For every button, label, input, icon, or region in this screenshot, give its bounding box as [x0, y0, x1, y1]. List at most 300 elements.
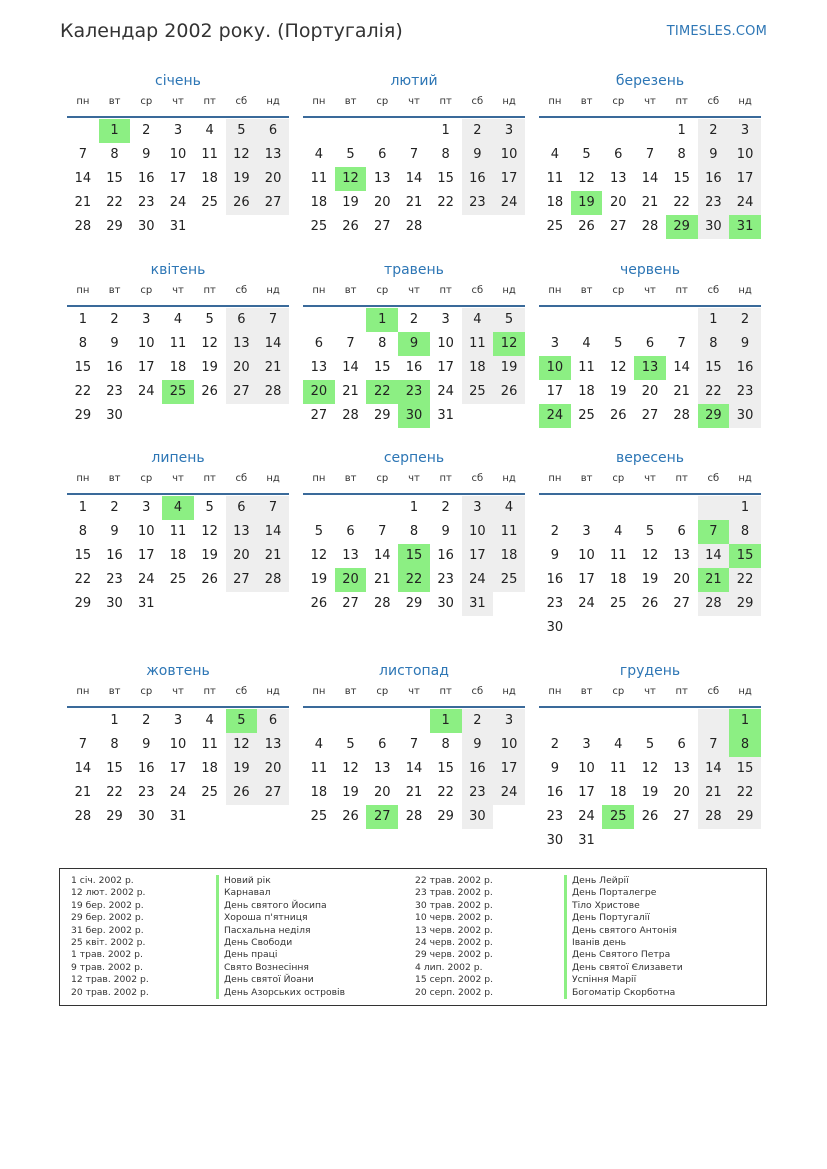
day-cell: 30	[106, 408, 123, 423]
holiday-list	[59, 868, 767, 1006]
week-row	[303, 380, 525, 404]
day-cell: 16	[546, 572, 564, 587]
holiday-date: 10 черв. 2002 р.	[415, 912, 493, 924]
day-cell: 24	[169, 785, 187, 800]
empty-cell	[729, 829, 761, 853]
weekday-label: сб	[235, 96, 248, 107]
holiday-day-cell: 23	[398, 380, 430, 404]
day-cell: 5	[614, 336, 623, 351]
day-cell: 2	[409, 312, 419, 327]
weekday-header	[539, 474, 761, 493]
weekday-label: сб	[471, 686, 484, 697]
week-row	[67, 757, 289, 781]
day-cell: 29	[405, 596, 423, 611]
weekday-label: ср	[376, 285, 389, 296]
weekday-label: сб	[471, 473, 484, 484]
day-cell: 24	[578, 809, 595, 824]
empty-cell	[602, 308, 634, 332]
month-block	[303, 449, 525, 616]
header-rule	[67, 706, 289, 708]
day-cell: 17	[578, 785, 595, 800]
day-cell: 28	[74, 809, 92, 824]
weekend-day-cell: 5	[226, 119, 258, 143]
day-cell: 26	[641, 809, 659, 824]
header-rule	[303, 305, 525, 307]
day-cell: 16	[137, 761, 155, 776]
weekend-day-cell: 27	[226, 568, 258, 592]
empty-cell	[602, 119, 634, 143]
day-cell: 8	[78, 336, 87, 351]
day-cell: 3	[582, 737, 591, 752]
day-cell: 2	[550, 737, 559, 752]
day-cell: 14	[342, 360, 359, 375]
day-cell: 26	[342, 809, 359, 824]
day-cell: 7	[409, 147, 419, 162]
empty-cell	[666, 616, 698, 640]
day-cell: 31	[137, 596, 155, 611]
day-cell: 25	[546, 219, 564, 234]
holiday-name: День святої Йоани	[216, 974, 345, 986]
weekend-day-cell: 3	[493, 119, 525, 143]
weekday-label: нд	[738, 686, 752, 697]
weekend-day-cell: 9	[729, 332, 761, 356]
day-cell: 22	[437, 195, 454, 210]
weekend-day-cell: 26	[226, 191, 258, 215]
weekday-label: ср	[140, 686, 153, 697]
day-cell: 4	[314, 737, 323, 752]
weekend-day-cell: 14	[698, 757, 730, 781]
empty-cell	[602, 829, 634, 853]
holiday-day-cell: 27	[366, 805, 398, 829]
day-cell: 17	[169, 171, 187, 186]
day-cell: 12	[342, 761, 359, 776]
weekday-label: пт	[675, 473, 688, 484]
weekend-day-cell: 21	[698, 781, 730, 805]
day-cell: 23	[106, 384, 123, 399]
day-cell: 11	[609, 548, 627, 563]
day-cell: 8	[78, 524, 87, 539]
weekday-label: вт	[580, 473, 593, 484]
month-block	[303, 662, 525, 829]
header-rule	[67, 305, 289, 307]
weekend-day-cell: 28	[257, 380, 289, 404]
empty-cell	[257, 592, 289, 616]
day-cell: 3	[441, 312, 450, 327]
day-cell: 3	[142, 312, 151, 327]
month-name: березень	[615, 73, 685, 89]
day-cell: 15	[106, 761, 123, 776]
weekend-day-cell: 22	[729, 781, 761, 805]
weekday-label: пт	[439, 686, 452, 697]
empty-cell	[194, 592, 226, 616]
holiday-name: День Португалії	[564, 912, 683, 924]
empty-cell	[634, 119, 666, 143]
week-row	[539, 829, 761, 853]
weekend-day-cell: 17	[493, 167, 525, 191]
day-cell: 4	[614, 737, 623, 752]
weekday-label: нд	[738, 96, 752, 107]
weekend-day-cell: 24	[729, 191, 761, 215]
empty-cell	[257, 215, 289, 239]
weekday-label: ср	[376, 96, 389, 107]
day-cell: 25	[609, 596, 627, 611]
holiday-day-cell: 19	[571, 191, 603, 215]
empty-cell	[539, 308, 571, 332]
holiday-name: Новий рік	[216, 875, 345, 887]
holiday-name: Карнавал	[216, 887, 345, 899]
week-row	[67, 496, 289, 520]
day-cell: 13	[673, 761, 690, 776]
weekday-label: ср	[612, 686, 625, 697]
empty-cell	[602, 496, 634, 520]
weekend-day-cell: 7	[698, 733, 730, 757]
week-row	[303, 733, 525, 757]
weekend-day-cell: 9	[462, 143, 494, 167]
weekend-day-cell: 29	[729, 592, 761, 616]
month-name: лютий	[390, 73, 438, 89]
day-cell: 21	[74, 195, 92, 210]
month-name: січень	[155, 73, 201, 89]
weekday-label: сб	[707, 285, 720, 296]
day-cell: 26	[641, 596, 659, 611]
holiday-date: 29 черв. 2002 р.	[415, 949, 493, 961]
day-cell: 23	[546, 809, 564, 824]
holiday-day-cell: 22	[398, 568, 430, 592]
day-cell: 4	[314, 147, 323, 162]
weekday-header	[539, 97, 761, 116]
week-row	[303, 592, 525, 616]
day-cell: 20	[641, 384, 659, 399]
week-row	[303, 119, 525, 143]
day-cell: 19	[641, 572, 659, 587]
day-cell: 7	[409, 737, 419, 752]
holiday-day-cell: 1	[366, 308, 398, 332]
day-cell: 24	[169, 195, 187, 210]
header-rule	[67, 493, 289, 495]
empty-cell	[666, 829, 698, 853]
day-cell: 19	[201, 548, 218, 563]
weekend-day-cell: 2	[729, 308, 761, 332]
week-row	[539, 496, 761, 520]
weekend-day-cell: 2	[462, 709, 494, 733]
header-rule	[539, 116, 761, 118]
weekday-label: пт	[203, 686, 216, 697]
week-row	[539, 143, 761, 167]
day-cell: 7	[78, 737, 87, 752]
empty-cell	[162, 404, 194, 428]
month-name: серпень	[383, 450, 445, 466]
month-block	[67, 662, 289, 829]
weekend-day-cell: 7	[257, 496, 289, 520]
holiday-date: 1 трав. 2002 р.	[71, 949, 143, 961]
month-block	[67, 449, 289, 616]
weekday-label: пн	[312, 473, 326, 484]
day-cell: 8	[441, 147, 450, 162]
week-row	[303, 215, 525, 239]
day-cell: 21	[641, 195, 659, 210]
day-cell: 24	[137, 572, 155, 587]
holiday-name: Хороша п'ятниця	[216, 912, 345, 924]
holiday-name: День Святого Петра	[564, 949, 683, 961]
weekday-label: вт	[108, 686, 121, 697]
weekday-label: чт	[408, 285, 420, 296]
weekday-label: нд	[738, 285, 752, 296]
day-cell: 10	[578, 548, 595, 563]
day-cell: 25	[201, 785, 218, 800]
week-row	[303, 332, 525, 356]
holiday-name: День Азорських островів	[216, 987, 345, 999]
day-cell: 7	[346, 336, 355, 351]
day-cell: 15	[437, 761, 454, 776]
day-cell: 5	[205, 500, 214, 515]
day-cell: 26	[342, 219, 359, 234]
day-cell: 28	[673, 408, 690, 423]
day-cell: 28	[405, 809, 423, 824]
weekday-header	[67, 286, 289, 305]
weekend-day-cell: 3	[493, 709, 525, 733]
empty-cell	[666, 709, 698, 733]
day-cell: 2	[110, 500, 119, 515]
weekend-day-cell: 5	[493, 308, 525, 332]
day-cell: 5	[205, 312, 214, 327]
weekend-day-cell: 24	[462, 568, 494, 592]
day-cell: 28	[405, 219, 423, 234]
holiday-date: 20 серп. 2002 р.	[415, 986, 494, 998]
holiday-day-cell: 20	[335, 568, 367, 592]
week-row	[67, 805, 289, 829]
empty-cell	[67, 709, 99, 733]
empty-cell	[366, 119, 398, 143]
day-cell: 17	[137, 548, 155, 563]
day-cell: 28	[342, 408, 359, 423]
header-rule	[67, 116, 289, 118]
holiday-name: Богоматір Скорботна	[564, 987, 683, 999]
weekend-day-cell: 9	[462, 733, 494, 757]
day-cell: 23	[546, 596, 564, 611]
day-cell: 23	[137, 195, 155, 210]
weekday-label: пт	[203, 473, 216, 484]
week-row	[539, 308, 761, 332]
day-cell: 18	[201, 761, 218, 776]
day-cell: 21	[342, 384, 359, 399]
weekday-label: вт	[580, 285, 593, 296]
day-cell: 1	[78, 500, 87, 515]
weekend-day-cell: 23	[729, 380, 761, 404]
day-cell: 15	[373, 360, 391, 375]
weekday-label: вт	[108, 285, 121, 296]
week-row	[303, 143, 525, 167]
day-cell: 9	[550, 761, 559, 776]
day-cell: 25	[169, 572, 187, 587]
holiday-day-cell: 1	[99, 119, 131, 143]
holiday-date: 25 квіт. 2002 р.	[71, 936, 146, 948]
day-cell: 26	[201, 572, 218, 587]
month-name: листопад	[379, 663, 449, 679]
day-cell: 6	[378, 737, 387, 752]
header-rule	[539, 305, 761, 307]
empty-cell	[698, 829, 730, 853]
weekday-label: сб	[235, 473, 248, 484]
empty-cell	[303, 709, 335, 733]
day-cell: 4	[173, 312, 183, 327]
empty-cell	[194, 215, 226, 239]
holiday-day-cell: 30	[398, 404, 430, 428]
weekend-day-cell: 20	[257, 167, 289, 191]
day-cell: 5	[346, 737, 355, 752]
week-row	[67, 544, 289, 568]
weekday-label: ср	[612, 285, 625, 296]
month-block	[539, 662, 761, 853]
holiday-day-cell: 10	[539, 356, 571, 380]
holiday-day-cell: 15	[729, 544, 761, 568]
week-row	[303, 308, 525, 332]
holiday-day-cell: 24	[539, 404, 571, 428]
day-cell: 5	[645, 737, 655, 752]
weekend-day-cell: 14	[698, 544, 730, 568]
week-row	[539, 781, 761, 805]
day-cell: 16	[106, 548, 123, 563]
day-cell: 3	[173, 713, 183, 728]
weekend-day-cell: 26	[226, 781, 258, 805]
day-cell: 10	[137, 524, 155, 539]
weekend-day-cell: 6	[257, 709, 289, 733]
site-link[interactable]: TIMESLES.COM	[666, 24, 767, 39]
empty-cell	[462, 404, 494, 428]
holiday-name: День Лейрії	[564, 875, 683, 887]
day-cell: 23	[106, 572, 123, 587]
day-cell: 27	[310, 408, 328, 423]
month-block	[67, 261, 289, 428]
weekday-label: чт	[172, 96, 184, 107]
weekend-day-cell: 20	[257, 757, 289, 781]
day-cell: 4	[550, 147, 559, 162]
holiday-name: Тіло Христове	[564, 900, 683, 912]
holiday-day-cell: 1	[430, 709, 462, 733]
week-row	[303, 709, 525, 733]
weekday-label: чт	[644, 686, 656, 697]
day-cell: 9	[110, 524, 119, 539]
weekend-day-cell: 11	[493, 520, 525, 544]
day-cell: 8	[677, 147, 686, 162]
empty-cell	[366, 496, 398, 520]
day-cell: 14	[405, 171, 423, 186]
weekend-day-cell: 14	[257, 520, 289, 544]
holiday-name: День Порталегре	[564, 887, 683, 899]
day-cell: 1	[677, 123, 686, 138]
weekend-day-cell: 17	[462, 544, 494, 568]
empty-cell	[666, 496, 698, 520]
weekday-label: чт	[408, 686, 420, 697]
weekday-label: ср	[612, 473, 625, 484]
month-name: вересень	[615, 450, 685, 466]
day-cell: 31	[437, 408, 454, 423]
weekend-day-cell: 1	[729, 496, 761, 520]
week-row	[303, 544, 525, 568]
month-name: квітень	[150, 262, 206, 278]
weekday-label: чт	[172, 285, 184, 296]
day-cell: 9	[142, 147, 151, 162]
empty-cell	[130, 404, 162, 428]
weekday-label: сб	[235, 686, 248, 697]
weekend-day-cell: 23	[462, 781, 494, 805]
day-cell: 7	[677, 336, 686, 351]
week-row	[303, 496, 525, 520]
weekday-label: нд	[502, 96, 516, 107]
day-cell: 10	[169, 147, 187, 162]
weekend-day-cell: 31	[462, 592, 494, 616]
weekday-label: ср	[376, 686, 389, 697]
day-cell: 10	[169, 737, 187, 752]
weekend-day-cell: 1	[698, 308, 730, 332]
day-cell: 12	[201, 524, 218, 539]
day-cell: 4	[614, 524, 623, 539]
weekend-day-cell: 12	[226, 733, 258, 757]
day-cell: 14	[74, 171, 92, 186]
week-row	[303, 167, 525, 191]
day-cell: 17	[546, 384, 564, 399]
day-cell: 28	[74, 219, 92, 234]
day-cell: 14	[373, 548, 391, 563]
holiday-date: 31 бер. 2002 р.	[71, 924, 144, 936]
week-row	[539, 119, 761, 143]
empty-cell	[462, 215, 494, 239]
week-row	[539, 616, 761, 640]
weekday-label: нд	[502, 285, 516, 296]
day-cell: 30	[546, 620, 564, 635]
weekday-label: пн	[312, 285, 326, 296]
holiday-day-cell: 13	[634, 356, 666, 380]
empty-cell	[366, 709, 398, 733]
day-cell: 18	[169, 548, 187, 563]
day-cell: 27	[342, 596, 359, 611]
weekday-label: пн	[548, 473, 562, 484]
month-name: грудень	[619, 663, 681, 679]
day-cell: 11	[310, 761, 328, 776]
weekday-label: пт	[675, 285, 688, 296]
day-cell: 19	[310, 572, 328, 587]
week-row	[539, 568, 761, 592]
weekday-label: пт	[675, 96, 688, 107]
week-row	[67, 592, 289, 616]
weekend-day-cell: 30	[462, 805, 494, 829]
holiday-day-cell: 15	[398, 544, 430, 568]
header-rule	[303, 493, 525, 495]
weekday-label: ср	[140, 96, 153, 107]
day-cell: 31	[169, 809, 187, 824]
week-row	[67, 404, 289, 428]
weekend-day-cell: 7	[257, 308, 289, 332]
day-cell: 22	[106, 195, 123, 210]
holiday-day-cell: 29	[666, 215, 698, 239]
day-cell: 6	[677, 524, 686, 539]
week-row	[67, 215, 289, 239]
week-row	[67, 568, 289, 592]
day-cell: 8	[441, 737, 450, 752]
week-row	[539, 167, 761, 191]
empty-cell	[634, 496, 666, 520]
day-cell: 12	[201, 336, 218, 351]
weekday-label: пт	[439, 285, 452, 296]
day-cell: 19	[342, 195, 359, 210]
weekday-label: ср	[140, 285, 153, 296]
weekday-label: пн	[548, 285, 562, 296]
header-rule	[539, 493, 761, 495]
weekday-label: вт	[580, 96, 593, 107]
weekend-day-cell: 24	[493, 191, 525, 215]
day-cell: 16	[137, 171, 155, 186]
day-cell: 23	[437, 572, 454, 587]
day-cell: 27	[609, 219, 627, 234]
